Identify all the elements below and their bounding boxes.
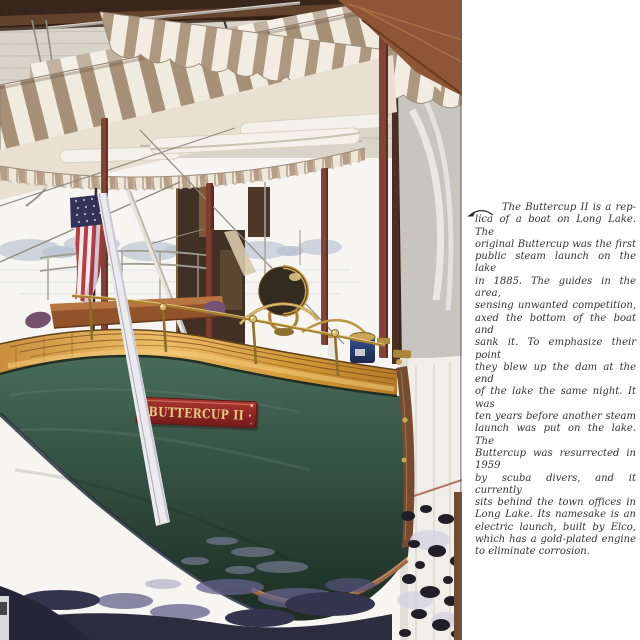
caption-line: in 1885. The guides in the area, bbox=[475, 275, 636, 300]
caption-line: Long Lake. Its namesake is an bbox=[475, 509, 636, 521]
caption-line: they blew up the dam at the end bbox=[475, 361, 636, 386]
caption-line: The Buttercup II is a rep- bbox=[502, 202, 636, 213]
caption-line: Buttercup was resurrected in 1959 bbox=[475, 447, 636, 472]
caption-line: axed the bottom of the boat and bbox=[475, 312, 636, 336]
caption-line: lica of a boat on Long Lake. The bbox=[475, 214, 636, 238]
caption-line: sensing unwanted competition, bbox=[475, 300, 636, 312]
caption-line: launch was put on the lake. The bbox=[475, 423, 636, 447]
caption-line: sits behind the town offices in bbox=[475, 497, 636, 509]
caption-line: public steam launch on the lake bbox=[475, 251, 636, 275]
caption-line: to eliminate corrosion. bbox=[475, 546, 590, 558]
caption-line: original Buttercup was the first bbox=[475, 238, 636, 250]
caption-line: which has a gold-plated engine bbox=[475, 534, 636, 546]
nameplate-text: · BUTTERCUP II · bbox=[140, 404, 277, 426]
caption-line: of the lake the same night. It was bbox=[475, 386, 636, 410]
caption-line: sank it. To emphasize their point bbox=[475, 337, 636, 361]
caption bbox=[462, 0, 640, 640]
caption-text bbox=[475, 202, 636, 559]
caption-line: by scuba divers, and it currently bbox=[475, 472, 636, 496]
caption-line: electric launch, built by Elco, bbox=[475, 521, 636, 533]
caption-line: ten years before another steam bbox=[475, 411, 636, 423]
